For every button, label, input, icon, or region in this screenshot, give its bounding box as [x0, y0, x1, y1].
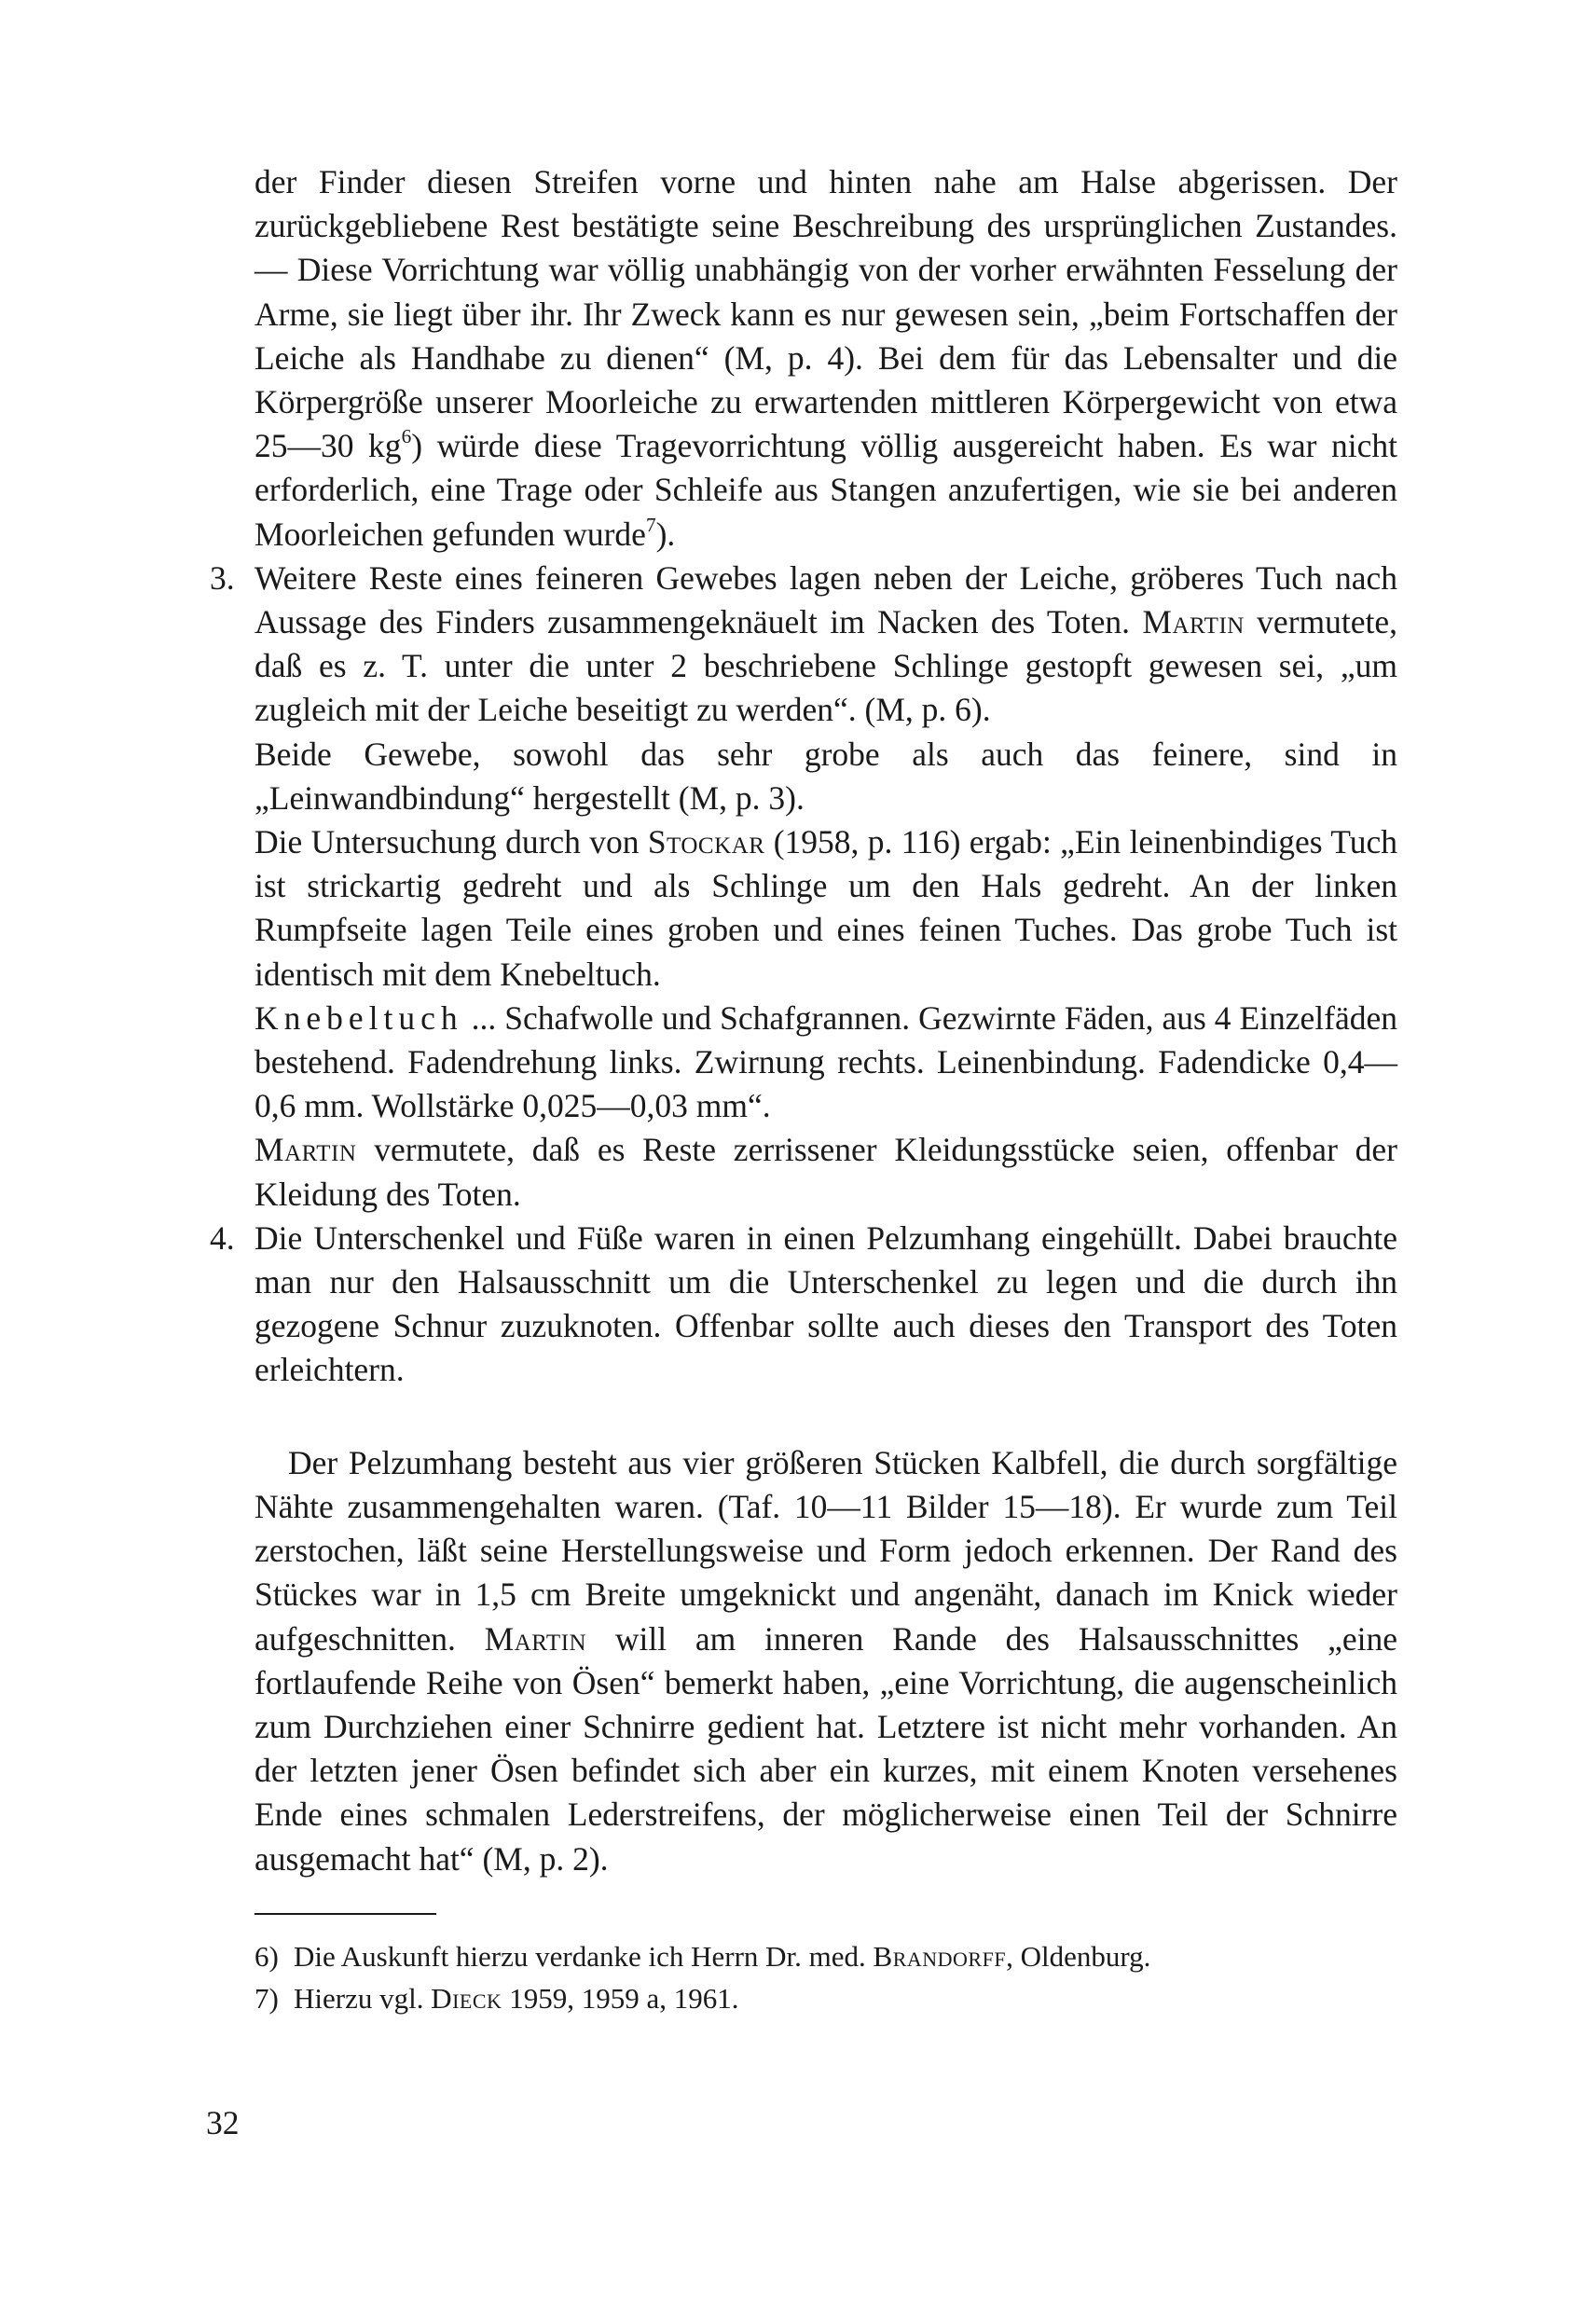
- footnote-ref-7[interactable]: 7: [645, 513, 656, 536]
- item3-text-d: ... Schafwolle und Schafgrannen. Gezwirnte Fäden, aus 4 Einzelfäden bestehend. Fadendrehung links. Zwirnung rechts. Leinenbindung. Fadendicke 0,4—0,6 mm. Wollstärke 0,025—0,03 mm“.: [255, 998, 1397, 1125]
- item3-text-a1: Weitere Reste eines feineren Gewebes lagen neben der Leiche, gröberes Tuch nach Aussage des Finders zusammengeknäuelt im Nacken des Toten.: [255, 558, 1397, 641]
- footnote-6: [255, 1935, 1397, 1977]
- author-martin-3: Martin: [484, 1619, 587, 1658]
- footnote-7-text-b: 1959, 1959 a, 1961.: [502, 1981, 739, 2015]
- footnote-7-text-a: Hierzu vgl.: [294, 1981, 432, 2015]
- author-martin-2: Martin: [255, 1131, 357, 1169]
- item4-text: Die Unterschenkel und Füße waren in einen Pelzumhang eingehüllt. Dabei brauchte man nur den Halsausschnitt um die Unterschenkel zu legen und die durch ihn gezogene Schnur zuzuknoten. Offenbar sollte auch dieses den Transport des Toten erleichtern.: [255, 1218, 1397, 1389]
- footnote-divider: [255, 1913, 436, 1915]
- footnote-6-text-b: , Oldenburg.: [1006, 1939, 1151, 1973]
- footnote-6-text-a: Die Auskunft hierzu verdanke ich Herrn Dr. med.: [294, 1939, 874, 1973]
- footnote-ref-6[interactable]: 6: [401, 425, 412, 448]
- main-text-2: will am inneren Rande des Halsausschnittes „eine fortlaufende Reihe von Ösen“ bemerkt haben, „eine Vorrichtung, die augenscheinlich zum Durchziehen einer Schnirre gedient hat. Letztere ist nicht mehr vorhanden. An der letzten jener Ösen befindet sich aber ein kurzes, mit einem Knoten versehenes Ende eines schmalen Lederstreifens, der möglicherweise einen Teil der Schnirre ausgemacht hat“ (M, p. 2).: [255, 1619, 1397, 1878]
- intro-text-2: ) würde diese Tragevorrichtung völlig ausgereicht haben. Es war nicht erforderlich, eine Trage oder Schleife aus Stangen anzufertigen, wie sie bei anderen Moorleichen gefunden wurde: [255, 427, 1397, 553]
- list-item-4-number: 4.: [210, 1218, 235, 1257]
- author-brandorff: Brandorff: [873, 1939, 1007, 1973]
- main-text-1: Der Pelzumhang besteht aus vier größeren Stücken Kalbfell, die durch sorgfältige Nähte zusammengehalten waren. (Taf. 10—11 Bilder 15—18). Er wurde zum Teil zerstochen, läßt seine Herstellungsweise und Form jedoch erkennen. Der Rand des Stückes war in 1,5 cm Breite umgeknickt und angenäht, danach im Knick wieder aufgeschnitten.: [255, 1443, 1397, 1658]
- footnote-7-number: 7): [255, 1981, 279, 2015]
- term-knebeltuch: Knebeltuch: [255, 998, 463, 1037]
- author-dieck: Dieck: [431, 1981, 502, 2015]
- intro-paragraph: [255, 160, 1397, 557]
- page-text-block: [210, 160, 1397, 2019]
- item3-para-b: Beide Gewebe, sowohl das sehr grobe als auch das feinere, sind in „Leinwandbindung“ hergestellt (M, p. 3).: [255, 735, 1397, 817]
- item3-text-a2: vermutete, daß es z. T. unter die unter 2 beschriebene Schlinge gestopft gewesen sei, „um zugleich mit der Leiche beseitigt zu werden“. (M, p. 6).: [255, 603, 1397, 729]
- item3-para-a: [255, 557, 1397, 733]
- footnote-7: [255, 1977, 1397, 2019]
- author-martin: Martin: [1142, 603, 1245, 641]
- author-stockar: Stockar: [647, 823, 765, 861]
- list-item-3-number: 3.: [210, 558, 235, 597]
- list-item-4: [210, 1217, 1397, 1393]
- item3-para-e: [255, 1128, 1397, 1216]
- list-item-3: [210, 557, 1397, 1217]
- item3-para-c: [255, 820, 1397, 997]
- item3-text-c2: (1958, p. 116) ergab: „Ein leinenbindiges Tuch ist strickartig gedreht und als Schlinge um den Hals gedreht. An der linken Rumpfseite lagen Teile eines groben und eines feinen Tuches. Das grobe Tuch ist identisch mit dem Knebeltuch.: [255, 823, 1397, 993]
- item3-para-d: [255, 997, 1397, 1129]
- page-number: 32: [206, 2104, 240, 2141]
- intro-text-3: ).: [655, 515, 676, 553]
- main-paragraph: [255, 1441, 1397, 1881]
- footnote-6-number: 6): [255, 1939, 279, 1973]
- intro-text-1: der Finder diesen Streifen vorne und hinten nahe am Halse abgerissen. Der zurückgebliebene Rest bestätigte seine Beschreibung des ursprünglichen Zustandes. — Diese Vorrichtung war völlig unabhängig von der vorher erwähnten Fesselung der Arme, sie liegt über ihr. Ihr Zweck kann es nur gewesen sein, „beim Fortschaffen der Leiche als Handhabe zu dienen“ (M, p. 4). Bei dem für das Lebensalter und die Körpergröße unserer Moorleiche zu erwartenden mittleren Körpergewicht von etwa 25—30 kg: [255, 163, 1397, 465]
- item3-text-c1: Die Untersuchung durch von: [255, 823, 648, 861]
- item3-text-e: vermutete, daß es Reste zerrissener Kleidungsstücke seien, offenbar der Kleidung des Toten.: [255, 1131, 1397, 1213]
